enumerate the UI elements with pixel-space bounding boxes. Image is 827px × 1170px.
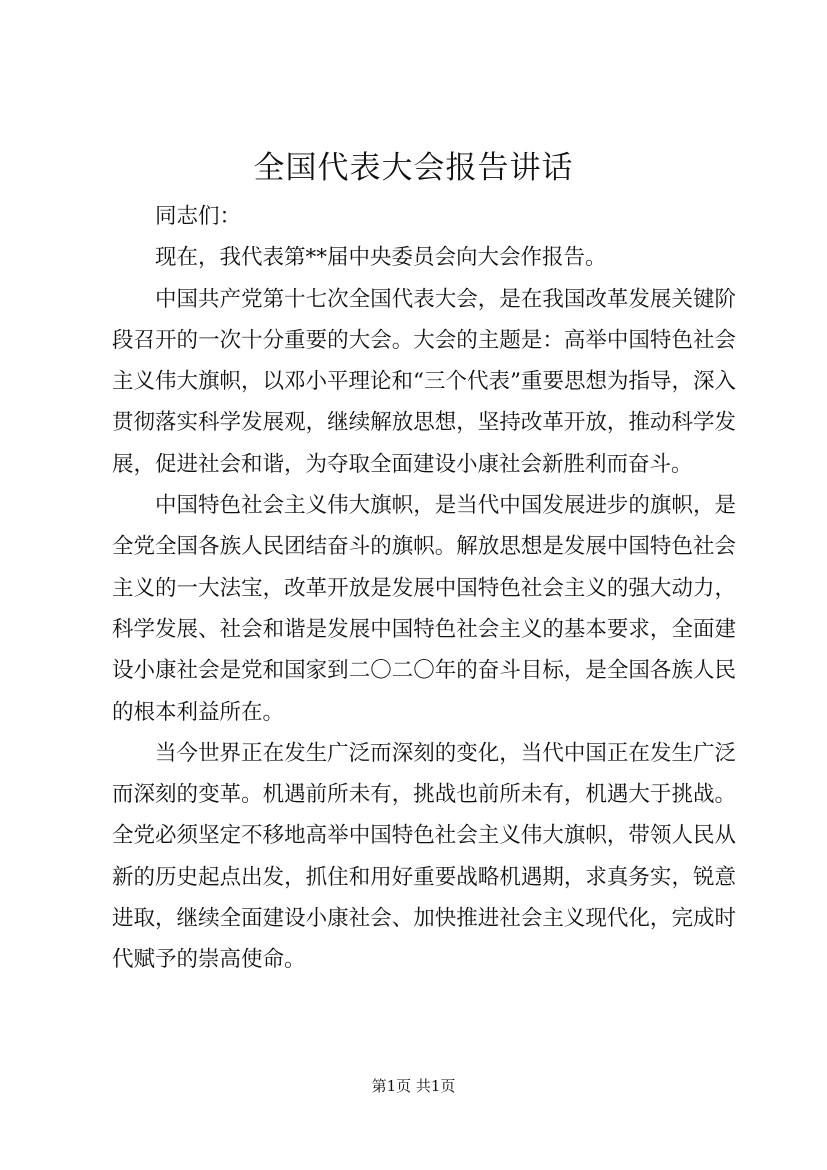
paragraph-world-changes: 当今世界正在发生广泛而深刻的变化，当代中国正在发生广泛而深刻的变革。机遇前所未有，挑战也前所未有，机遇大于挑战。全党必须坚定不移地高举中国特色社会主义伟大旗帜，带领人民从新的历史起点出发，抓住和用好重要战略机遇期，求真务实，锐意进取，继续全面建设小康社会、加快推进社会主义现代化，完成时代赋予的崇高使命。 bbox=[112, 740, 736, 973]
document-title: 全国代表大会报告讲话 bbox=[253, 150, 574, 186]
page-number: 第1页 共1页 bbox=[371, 1077, 456, 1095]
paragraph-congress-theme: 中国共产党第十七次全国代表大会，是在我国改革发展关键阶段召开的一次十分重要的大会。大会的主题是：高举中国特色社会主义伟大旗帜，以邓小平理论和“三个代表”重要思想为指导，深入贯彻落实科学发展观，继续解放思想，坚持改革开放，推动科学发展，促进社会和谐，为夺取全面建设小康社会新胜利而奋斗。 bbox=[112, 286, 736, 477]
document-body bbox=[112, 196, 736, 981]
paragraph-banner: 中国特色社会主义伟大旗帜，是当代中国发展进步的旗帜，是全党全国各族人民团结奋斗的旗帜。解放思想是发展中国特色社会主义的一大法宝，改革开放是发展中国特色社会主义的强大动力，科学发展、社会和谐是发展中国特色社会主义的基本要求，全面建设小康社会是党和国家到二〇二〇年的奋斗目标，是全国各族人民的根本利益所在。 bbox=[112, 493, 736, 725]
paragraph-opening: 现在，我代表第**届中央委员会向大会作报告。 bbox=[155, 245, 607, 271]
paragraph-salutation: 同志们： bbox=[155, 204, 242, 229]
